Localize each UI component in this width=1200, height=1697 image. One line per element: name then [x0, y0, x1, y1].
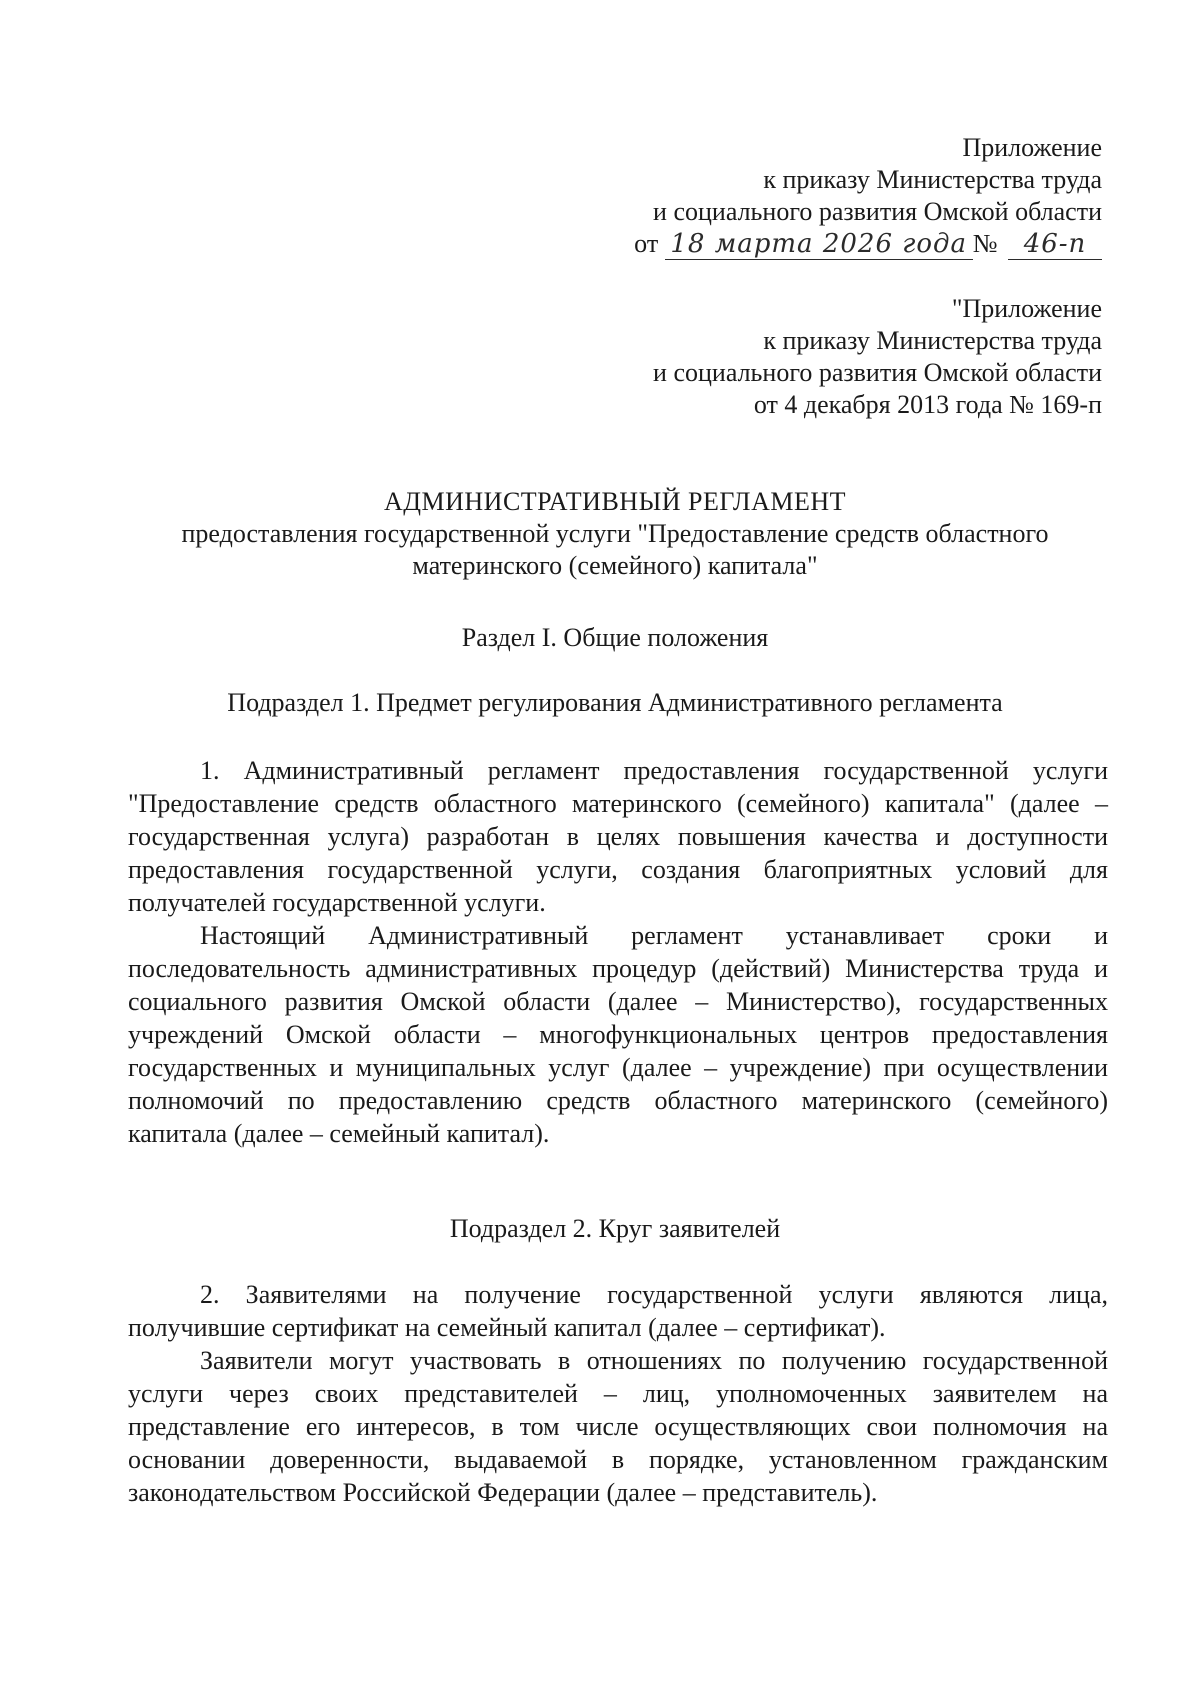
- section-heading: Раздел I. Общие положения: [461, 623, 769, 652]
- appendix-signature-line: [634, 228, 1102, 260]
- subsection-1-heading: Подраздел 1. Предмет регулирования Административного регламента: [227, 688, 1003, 717]
- document-subtitle-line2: материнского (семейного) капитала": [412, 551, 818, 580]
- original-date-line: от 4 декабря 2013 года № 169-п: [753, 390, 1102, 419]
- original-ministry-line: и социального развития Омской области: [653, 358, 1102, 387]
- handwritten-date: 18 марта 2026 года: [665, 229, 973, 260]
- appendix-header: [634, 132, 1102, 260]
- original-order-line: к приказу Министерства труда: [763, 326, 1102, 355]
- original-appendix-title: "Приложение: [951, 294, 1102, 323]
- original-appendix-header: [653, 293, 1102, 421]
- paragraph: 2. Заявителями на получение государственной услуги являются лица, получившие сертификат на семейный капитал (далее – сертификат).: [128, 1280, 1108, 1342]
- paragraph: 1. Административный регламент предоставления государственной услуги "Предоставление средств областного материнского (семейного) капитала" (далее – государственная услуга) разработан в целях повышения качества и доступности предоставления государственной услуги, создания благоприятных условий для получателей государственной услуги.: [128, 756, 1108, 917]
- date-prefix: от: [634, 229, 659, 258]
- number-label: №: [972, 229, 998, 258]
- subsection-2-heading: Подраздел 2. Круг заявителей: [449, 1214, 781, 1243]
- paragraph: Настоящий Административный регламент устанавливает сроки и последовательность административных процедур (действий) Министерства труда и социального развития Омской области (далее – Министерство), государственных учреждений Омской области – многофункциональных центров предоставления государственных и муниципальных услуг (далее – учреждение) при осуществлении полномочий по предоставлению средств областного материнского (семейного) капитала (далее – семейный капитал).: [128, 921, 1108, 1148]
- appendix-order-line: к приказу Министерства труда: [763, 165, 1102, 194]
- document-title: АДМИНИСТРАТИВНЫЙ РЕГЛАМЕНТ: [383, 487, 847, 516]
- document-subtitle-line1: предоставления государственной услуги "Предоставление средств областного: [181, 519, 1049, 548]
- subsection-1-body: [128, 754, 1108, 1150]
- subsection-2-body: [128, 1278, 1108, 1509]
- appendix-ministry-line: и социального развития Омской области: [653, 197, 1102, 226]
- document-title-block: [120, 486, 1110, 582]
- appendix-title: Приложение: [962, 133, 1102, 162]
- paragraph: Заявители могут участвовать в отношениях по получению государственной услуги через своих представителей – лиц, уполномоченных заявителем на представление его интересов, в том числе осуществляющих свои полномочия на основании доверенности, выдаваемой в порядке, установленном гражданским законодательством Российской Федерации (далее – представитель).: [128, 1346, 1108, 1507]
- handwritten-number: 46-п: [1008, 229, 1102, 260]
